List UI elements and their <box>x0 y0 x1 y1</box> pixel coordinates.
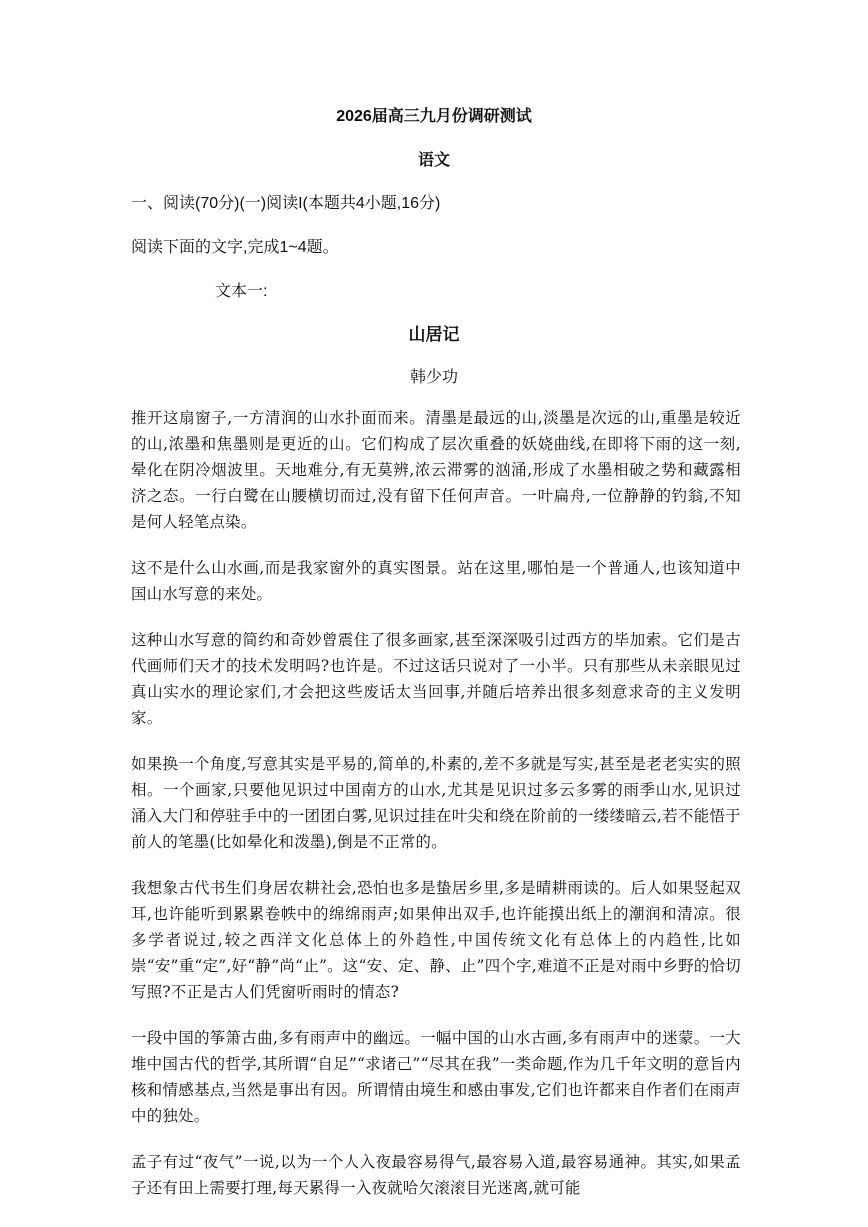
essay-paragraph: 一段中国的筝箫古曲,多有雨声中的幽远。一幅中国的山水古画,多有雨声中的迷蒙。一大堆中国古代的哲学,其所谓“自足”“求诸己”“尽其在我”一类命题,作为几千年文明的意旨内核和情感基点,当然是事出有因。所谓情由境生和感由事发,它们也许都来自作者们在雨声中的独处。 <box>131 1029 741 1125</box>
text-label: 文本一: <box>215 283 268 300</box>
section-heading: 一、阅读(70分)(一)阅读I(本题共4小题,16分) <box>131 195 441 212</box>
essay-paragraph: 我想象古代书生们身居农耕社会,恐怕也多是蛰居乡里,多是晴耕雨读的。后人如果竖起双耳,也许能听到累累卷帙中的绵绵雨声;如果伸出双手,也许能摸出纸上的潮润和清凉。很多学者说过,较之西洋文化总体上的外趋性,中国传统文化有总体上的内趋性,比如崇“安”重“定”,好“静”尚“止”。这“安、定、静、止”四个字,难道不正是对雨中乡野的恰切写照?不正是古人们凭窗听雨时的情态? <box>131 879 741 1001</box>
subject-title: 语文 <box>417 152 450 169</box>
essay-paragraph: 这种山水写意的简约和奇妙曾震住了很多画家,甚至深深吸引过西方的毕加索。它们是古代画师们天才的技术发明吗?也许是。不过这话只说对了一小半。只有那些从未亲眼见过真山实水的理论家们,才会把这些废话太当回事,并随后培养出很多刻意求奇的主义发明家。 <box>131 631 741 727</box>
essay-paragraph: 孟子有过“夜气”一说,以为一个人入夜最容易得气,最容易入道,最容易通神。其实,如果孟子还有田上需要打理,每天累得一入夜就哈欠滚滚目光迷离,就可能 <box>131 1153 741 1197</box>
essay-paragraph: 推开这扇窗子,一方清润的山水扑面而来。清墨是最远的山,淡墨是次远的山,重墨是较近的山,浓墨和焦墨则是更近的山。它们构成了层次重叠的妖娆曲线,在即将下雨的这一刻,晕化在阴冷烟波里。天地难分,有无莫辨,浓云滞雾的汹涌,形成了水墨相破之势和藏露相济之态。一行白鹭在山腰横切而过,没有留下任何声音。一叶扁舟,一位静静的钓翁,不知是何人轻笔点染。 <box>131 409 741 531</box>
essay-paragraph: 这不是什么山水画,而是我家窗外的真实图景。站在这里,哪怕是一个普通人,也该知道中国山水写意的来处。 <box>131 559 741 603</box>
reading-instruction: 阅读下面的文字,完成1~4题。 <box>131 239 339 256</box>
essay-title: 山居记 <box>408 325 460 344</box>
essay-author: 韩少功 <box>409 369 458 386</box>
essay-paragraph: 如果换一个角度,写意其实是平易的,简单的,朴素的,差不多就是写实,甚至是老老实实的照相。一个画家,只要他见识过中国南方的山水,尤其是见识过多云多雾的雨季山水,见识过涌入大门和停驻手中的一团团白雾,见识过挂在叶尖和绕在阶前的一缕缕暗云,若不能悟于前人的笔墨(比如晕化和泼墨),倒是不正常的。 <box>131 755 741 851</box>
exam-title: 2026届高三九月份调研测试 <box>336 108 532 125</box>
essay-body <box>131 405 741 1221</box>
